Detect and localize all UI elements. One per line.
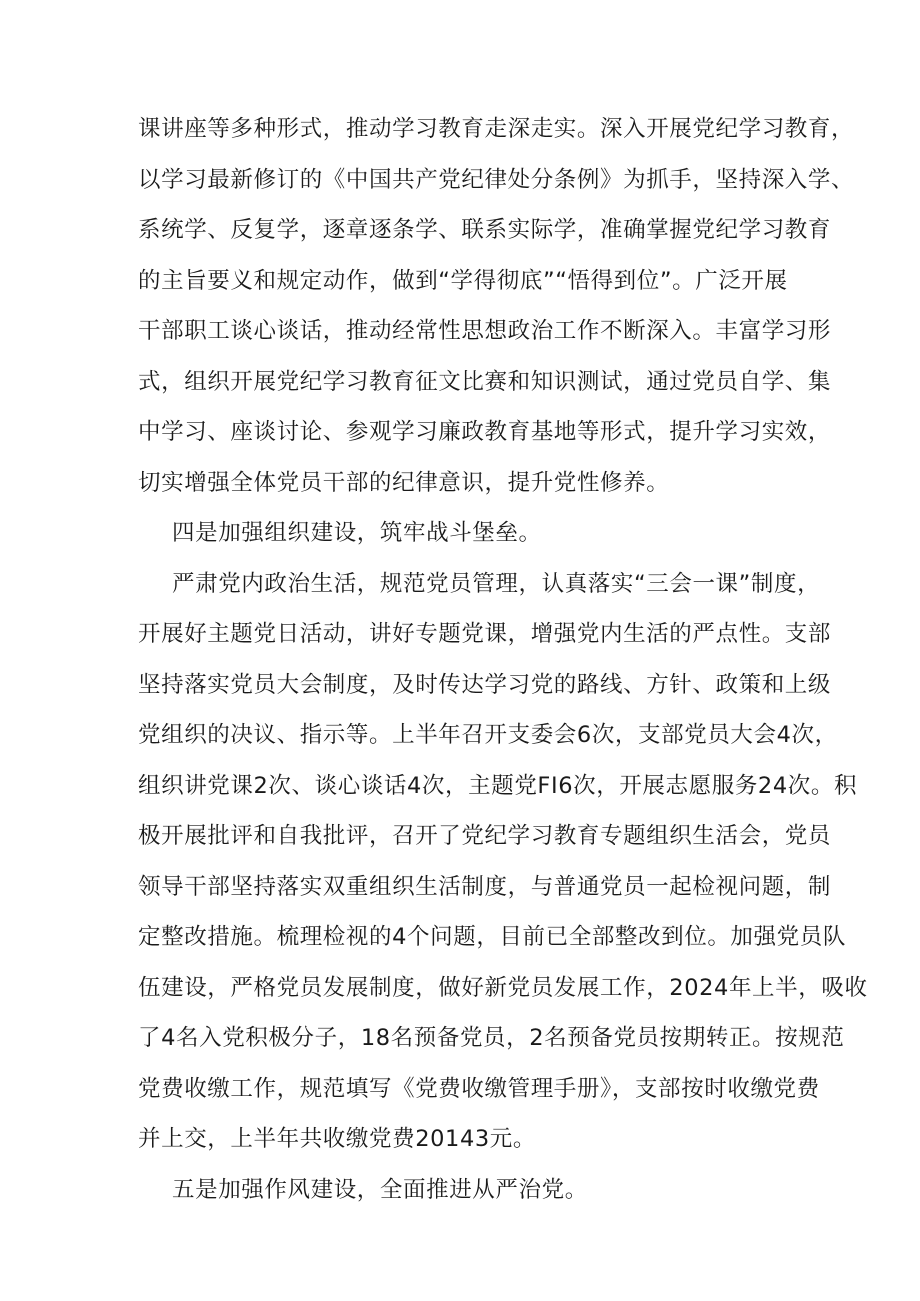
text-line: 党费收缴工作，规范填写《党费收缴管理手册》，支部按时收缴党费 [138,1075,820,1102]
text-line: 领导干部坚持落实双重组织生活制度，与普通党员一起检视问题，制 [138,873,832,900]
text-line: 干部职工谈心谈话，推动经常性思想政治工作不断深入。丰富学习形 [138,318,832,344]
text-line: 伍建设，严格党员发展制度，做好新党员发展工作，2024年上半，吸收 [138,974,868,1001]
text-line: 党组织的决议、指示等。上半年召开支委会6次，支部党员大会4次， [138,722,838,748]
text-line: 严肃党内政治生活，规范党员管理，认真落实“三会一课”制度， [172,570,821,597]
text-line: 以学习最新修订的《中国共产党纪律处分条例》为抓手，坚持深入学、 [138,166,855,193]
text-line: 了4名入党积极分子，18名预备党员，2名预备党员按期转正。按规范 [138,1025,845,1051]
text-line: 极开展批评和自我批评，召开了党纪学习教育专题组织生活会，党员 [138,823,832,849]
text-line: 坚持落实党员大会制度，及时传达学习党的路线、方针、政策和上级 [138,671,832,698]
text-line: 课讲座等多种形式，推动学习教育走深走实。深入开展党纪学习教育， [138,116,855,142]
text-line: 切实增强全体党员干部的纪律意识，提升党性修养。 [138,469,670,496]
text-line: 开展好主题党日活动，讲好专题党课，增强党内生活的严点性。支部 [138,621,832,647]
text-line: 中学习、座谈讨论、参观学习廉政教育基地等形式，提升学习实效， [138,419,832,445]
section-heading: 五是加强作风建设，全面推进从严治党。 [172,1176,588,1203]
text-line: 式，组织开展党纪学习教育征文比赛和知识测试，通过党员自学、集 [138,368,832,395]
section-heading: 四是加强组织建设，筑牢战斗堡垒。 [172,520,542,546]
text-line: 的主旨要义和规定动作，做到“学得彻底”“悟得到位”。广泛开展 [138,267,788,294]
text-line: 定整改措施。梳理检视的4个问题，目前已全部整改到位。加强党员队 [138,924,846,950]
text-line: 并上交，上半年共收缴党费20143元。 [138,1126,536,1152]
text-line: 组织讲党课2次、谈心谈话4次，主题党FI6次，开展志愿服务24次。积 [138,772,858,799]
text-line: 系统学、反复学，逐章逐条学、联系实际学，准确掌握党纪学习教育 [138,217,832,243]
